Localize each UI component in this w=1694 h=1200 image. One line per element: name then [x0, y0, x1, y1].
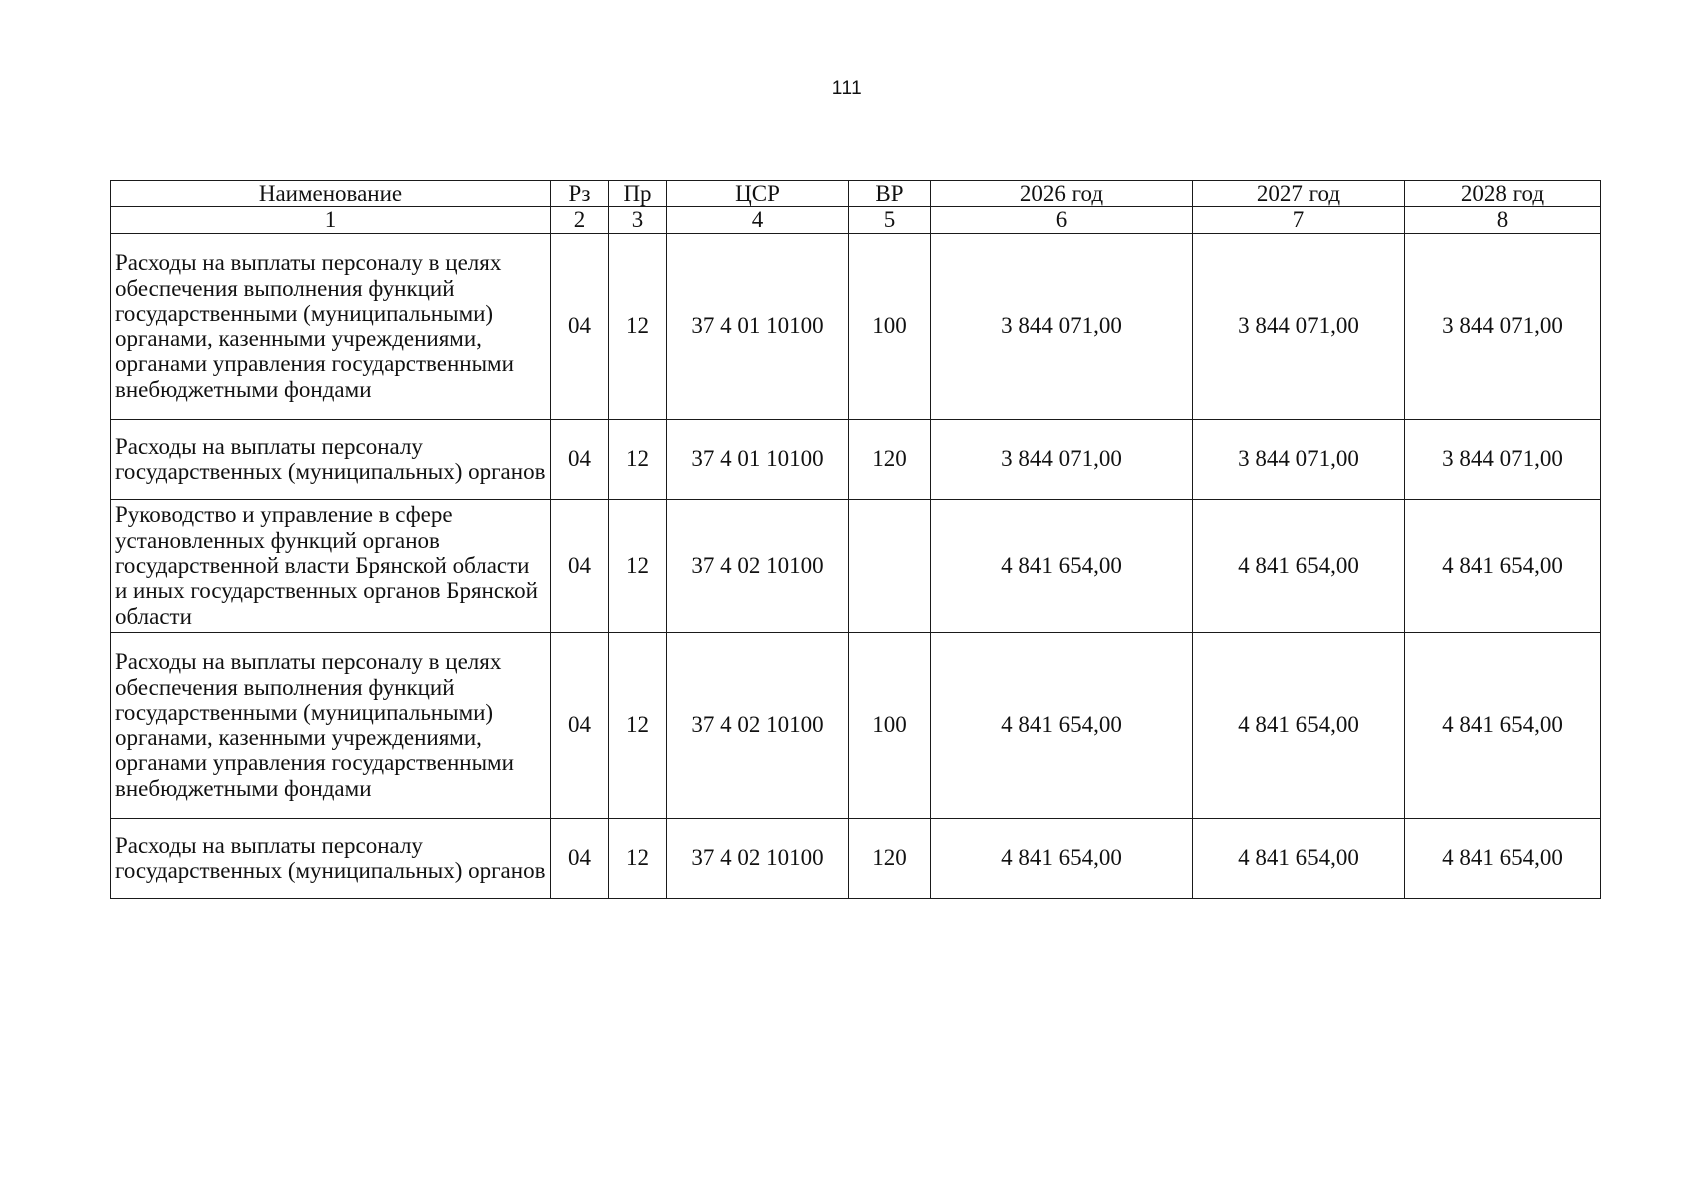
row-name: Расходы на выплаты персоналу государственных (муниципальных) органов [111, 818, 551, 898]
budget-table [110, 180, 1601, 899]
row-vr: 100 [849, 233, 931, 419]
row-rz: 04 [551, 632, 609, 818]
row-rz: 04 [551, 233, 609, 419]
row-name: Расходы на выплаты персоналу в целях обеспечения выполнения функций государственными (муниципальными) органами, казенными учреждениями, органами управления государственными внебюджетными фондами [111, 233, 551, 419]
row-rz: 04 [551, 419, 609, 499]
row-amount-2027: 4 841 654,00 [1193, 632, 1405, 818]
column-index: 6 [931, 207, 1193, 233]
row-amount-2026: 4 841 654,00 [931, 499, 1193, 632]
row-amount-2028: 4 841 654,00 [1405, 499, 1601, 632]
row-name: Руководство и управление в сфере установленных функций органов государственной власти Брянской области и иных государственных органов Брянской области [111, 499, 551, 632]
row-amount-2026: 3 844 071,00 [931, 419, 1193, 499]
row-vr: 120 [849, 419, 931, 499]
row-amount-2028: 3 844 071,00 [1405, 233, 1601, 419]
row-csr: 37 4 02 10100 [667, 499, 849, 632]
table-row [111, 818, 1601, 898]
header-name: Наименование [111, 181, 551, 207]
header-2026: 2026 год [931, 181, 1193, 207]
row-rz: 04 [551, 499, 609, 632]
row-csr: 37 4 01 10100 [667, 233, 849, 419]
row-amount-2026: 4 841 654,00 [931, 818, 1193, 898]
row-csr: 37 4 01 10100 [667, 419, 849, 499]
row-pr: 12 [609, 419, 667, 499]
column-index: 1 [111, 207, 551, 233]
header-vr: ВР [849, 181, 931, 207]
row-name: Расходы на выплаты персоналу в целях обеспечения выполнения функций государственными (муниципальными) органами, казенными учреждениями, органами управления государственными внебюджетными фондами [111, 632, 551, 818]
row-amount-2027: 3 844 071,00 [1193, 233, 1405, 419]
row-pr: 12 [609, 499, 667, 632]
row-amount-2028: 4 841 654,00 [1405, 632, 1601, 818]
row-amount-2028: 3 844 071,00 [1405, 419, 1601, 499]
row-vr: 100 [849, 632, 931, 818]
column-index: 7 [1193, 207, 1405, 233]
row-pr: 12 [609, 632, 667, 818]
row-rz: 04 [551, 818, 609, 898]
row-amount-2027: 4 841 654,00 [1193, 818, 1405, 898]
header-2027: 2027 год [1193, 181, 1405, 207]
row-vr: 120 [849, 818, 931, 898]
row-amount-2026: 3 844 071,00 [931, 233, 1193, 419]
column-index-row [111, 207, 1601, 233]
column-index: 2 [551, 207, 609, 233]
row-amount-2028: 4 841 654,00 [1405, 818, 1601, 898]
row-csr: 37 4 02 10100 [667, 818, 849, 898]
table-row [111, 499, 1601, 632]
row-pr: 12 [609, 233, 667, 419]
table-row [111, 233, 1601, 419]
column-index: 8 [1405, 207, 1601, 233]
table-row [111, 419, 1601, 499]
header-pr: Пр [609, 181, 667, 207]
header-rz: Рз [551, 181, 609, 207]
row-vr [849, 499, 931, 632]
row-amount-2027: 4 841 654,00 [1193, 499, 1405, 632]
header-row [111, 181, 1601, 207]
header-csr: ЦСР [667, 181, 849, 207]
table-row [111, 632, 1601, 818]
row-amount-2027: 3 844 071,00 [1193, 419, 1405, 499]
column-index: 4 [667, 207, 849, 233]
column-index: 5 [849, 207, 931, 233]
column-index: 3 [609, 207, 667, 233]
header-2028: 2028 год [1405, 181, 1601, 207]
row-csr: 37 4 02 10100 [667, 632, 849, 818]
page-number: 111 [831, 78, 863, 99]
row-name: Расходы на выплаты персоналу государственных (муниципальных) органов [111, 419, 551, 499]
row-pr: 12 [609, 818, 667, 898]
row-amount-2026: 4 841 654,00 [931, 632, 1193, 818]
